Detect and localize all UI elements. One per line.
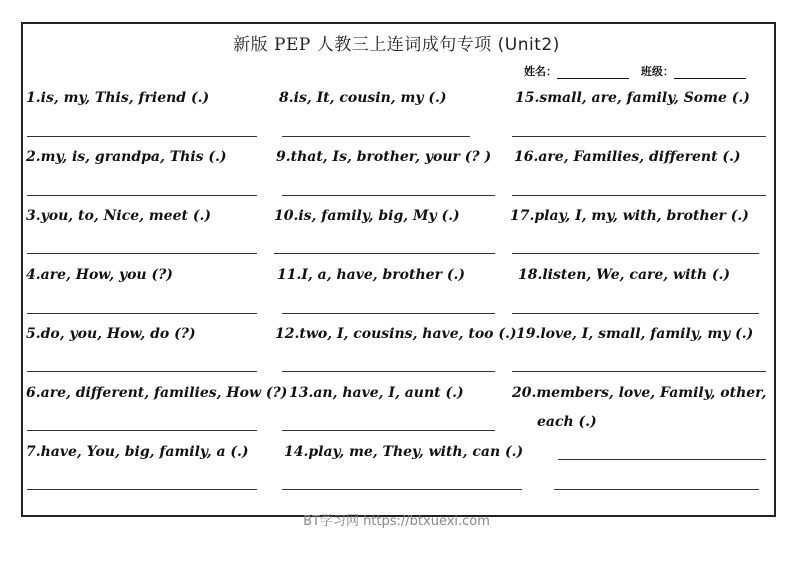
answer-line-14[interactable]: [282, 489, 522, 490]
answer-line-16[interactable]: [512, 195, 766, 196]
answer-line-5[interactable]: [27, 371, 257, 372]
answer-line-17[interactable]: [512, 253, 759, 254]
question-6: 6.are, different, families, How (?): [26, 385, 288, 401]
answer-line-18[interactable]: [512, 313, 759, 314]
answer-line-9[interactable]: [282, 195, 495, 196]
answer-line-3[interactable]: [27, 253, 257, 254]
question-5: 5.do, you, How, do (?): [26, 326, 196, 342]
name-label: 姓名：: [524, 65, 557, 78]
answer-line-19[interactable]: [512, 371, 766, 372]
question-20: 20.members, love, Family, other,: [512, 385, 767, 401]
question-9: 9.that, Is, brother, your (? ): [276, 149, 492, 165]
question-2: 2.my, is, grandpa, This (.): [26, 149, 227, 165]
question-10: 10.is, family, big, My (.): [274, 208, 460, 224]
answer-line-13[interactable]: [282, 430, 495, 431]
answer-line-11[interactable]: [282, 313, 495, 314]
page-title: [0, 30, 793, 55]
question-8: 8.is, It, cousin, my (.): [279, 90, 447, 106]
answer-line-12[interactable]: [282, 371, 495, 372]
answer-line-10[interactable]: [274, 253, 495, 254]
question-16: 16.are, Families, different (.): [514, 149, 741, 165]
question-4: 4.are, How, you (?): [26, 267, 173, 283]
question-11: 11.I, a, have, brother (.): [277, 267, 465, 283]
question-14: 14.play, me, They, with, can (.): [284, 444, 524, 460]
answer-line-4[interactable]: [27, 313, 257, 314]
title-text: 新版 PEP 人教三上连词成句专项: [233, 35, 492, 55]
answer-line-8[interactable]: [282, 136, 470, 137]
question-13: 13.an, have, I, aunt (.): [289, 385, 464, 401]
name-class-bar: [524, 63, 754, 79]
answer-line-6[interactable]: [27, 430, 257, 431]
question-1: 1.is, my, This, friend (.): [26, 90, 210, 106]
question-15: 15.small, are, family, Some (.): [515, 90, 750, 106]
answer-line-20a[interactable]: [558, 459, 766, 460]
question-19: 19.love, I, small, family, my (.): [516, 326, 754, 342]
question-17: 17.play, I, my, with, brother (.): [510, 208, 749, 224]
question-3: 3.you, to, Nice, meet (.): [26, 208, 211, 224]
title-unit: (Unit2): [497, 35, 560, 55]
question-20-continued: each (.): [537, 414, 597, 430]
answer-line-7[interactable]: [27, 489, 257, 490]
class-field[interactable]: [674, 68, 746, 79]
question-18: 18.listen, We, care, with (.): [518, 267, 731, 283]
class-label: 班级：: [640, 65, 674, 78]
answer-line-15[interactable]: [512, 136, 766, 137]
question-7: 7.have, You, big, family, a (.): [26, 444, 249, 460]
name-field[interactable]: [557, 68, 629, 79]
watermark: BT学习网 https://btxuexi.com: [303, 514, 490, 529]
question-12: 12.two, I, cousins, have, too (.): [275, 326, 517, 342]
answer-line-1[interactable]: [27, 136, 257, 137]
answer-line-20b[interactable]: [554, 489, 759, 490]
answer-line-2[interactable]: [27, 195, 257, 196]
